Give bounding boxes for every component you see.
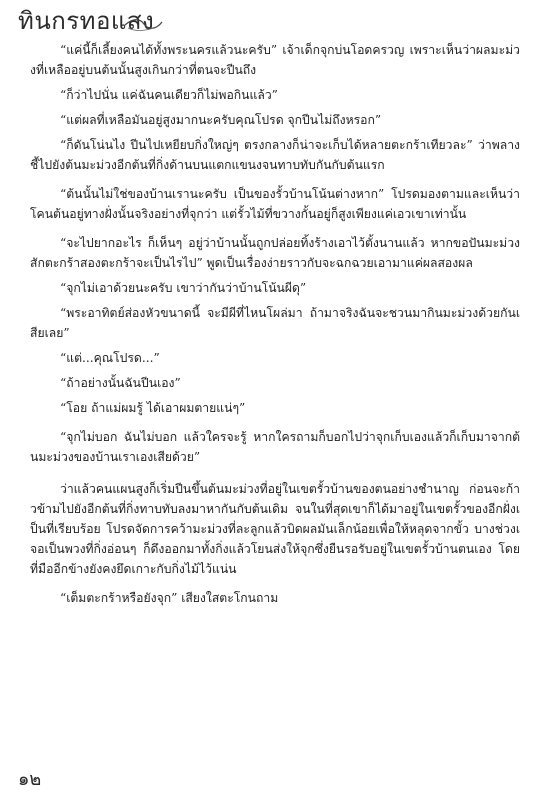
paragraph: “ต้นนั้นไม่ใช่ของบ้านเรานะครับ เป็นของรั้วบ้านโน้นต่างหาก” โปรดมองตามและเห็นว่าโคนต้นอยู่ทางฝั่งนั้นจริงอย่างที่จุกว่า แต่รั้วไม้ที่ขวางกั้นอยู่ก็สูงเพียงแค่เอวเขาเท่านั้น	[30, 187, 520, 221]
paragraph: “โอย ถ้าแม่ผมรู้ ได้เอาผมตายแน่ๆ”	[60, 401, 246, 415]
running-header-title: ทินกรทอแสง	[18, 7, 155, 35]
paragraph: “เต็มตะกร้าหรือยังจุก” เสียงใสตะโกนถาม	[60, 591, 279, 605]
paragraph: “แค่นี้ก็เลี้ยงคนได้ทั้งพระนครแล้วนะครับ” เจ้าเด็กจุกบ่นโอดครวญ เพราะเห็นว่าผลมะม่วงที่เหลืออยู่บนต้นนั้นสูงเกินกว่าที่ตนจะปีนถึง	[30, 43, 520, 77]
paragraph: “แต่ผลที่เหลือมันอยู่สูงมากนะครับคุณโปรด จุกปีนไม่ถึงหรอก”	[60, 113, 382, 127]
paragraph: “แต่...คุณโปรด...”	[60, 351, 160, 365]
paragraph: “จุกไม่บอก ฉันไม่บอก แล้วใครจะรู้ หากใครถามก็บอกไปว่าจุกเก็บเองแล้วก็เก็บมาจากต้นมะม่วงของบ้านเราเองเสียด้วย”	[30, 430, 520, 464]
paragraph: “ถ้าอย่างนั้นฉันปีนเอง”	[60, 376, 181, 390]
page-body	[30, 40, 520, 752]
paragraph: “พระอาทิตย์ส่องหัวขนาดนี้ จะมีผีที่ไหนโผล่มา ถ้ามาจริงฉันจะชวนมากินมะม่วงด้วยกันเสียเลย”	[30, 306, 520, 340]
paragraph: “ก็ดันโน่นไง ปีนไปเหยียบกิ่งใหญ่ๆ ตรงกลางก็น่าจะเก็บได้หลายตะกร้าเทียวละ” ว่าพลางชี้ไปยังต้นมะม่วงอีกต้นที่กิ่งด้านบนแตกแขนงจนทาบทับกันกับต้นแรก	[30, 138, 520, 172]
paragraph: “จะไปยากอะไร ก็เห็นๆ อยู่ว่าบ้านนั้นถูกปล่อยทิ้งร้างเอาไว้ตั้งนานแล้ว หากขอปันมะม่วงสักตะกร้าสองตะกร้าจะเป็นไรไป” พูดเป็นเรื่องง่ายราวกับจะฉกฉวยเอามาแค่ผลสองผล	[30, 236, 520, 270]
paragraph: “จุกไม่เอาด้วยนะครับ เขาว่ากันว่าบ้านโน้นผีดุ”	[60, 281, 307, 295]
page-number: ๑๒	[18, 769, 42, 790]
running-header	[18, 6, 178, 40]
paragraph: ว่าแล้วคนแผนสูงก็เริ่มปีนขึ้นต้นมะม่วงที่อยู่ในเขตรั้วบ้านของตนอย่างชำนาญ ก่อนจะก้าวข้ามไปยังอีกต้นที่กิ่งทาบทับลงมาหากันกับต้นเดิม จนในที่สุดเขาก็ได้มาอยู่ในเขตรั้วของอีกฝั่งเป็นที่เรียบร้อย โปรดจัดการคว้ามะม่วงที่ละลูกแล้วบิดผลมันเล็กน้อยเพื่อให้หลุดจากขั้ว บางช่วงเจอเป็นพวงที่กิ่งอ่อนๆ ก็ดึงออกมาทั้งกิ่งแล้วโยนส่งให้จุกซึ่งยืนรอรับอยู่ในเขตรั้วบ้านตนเอง โดยที่มืออีกข้างยังคงยึดเกาะกับกิ่งไม้ไว้แน่น	[30, 482, 520, 576]
flourish-icon	[122, 16, 164, 32]
paragraph: “ก็ว่าไปนั่น แค่ฉันคนเดียวก็ไม่พอกินแล้ว”	[60, 88, 278, 102]
